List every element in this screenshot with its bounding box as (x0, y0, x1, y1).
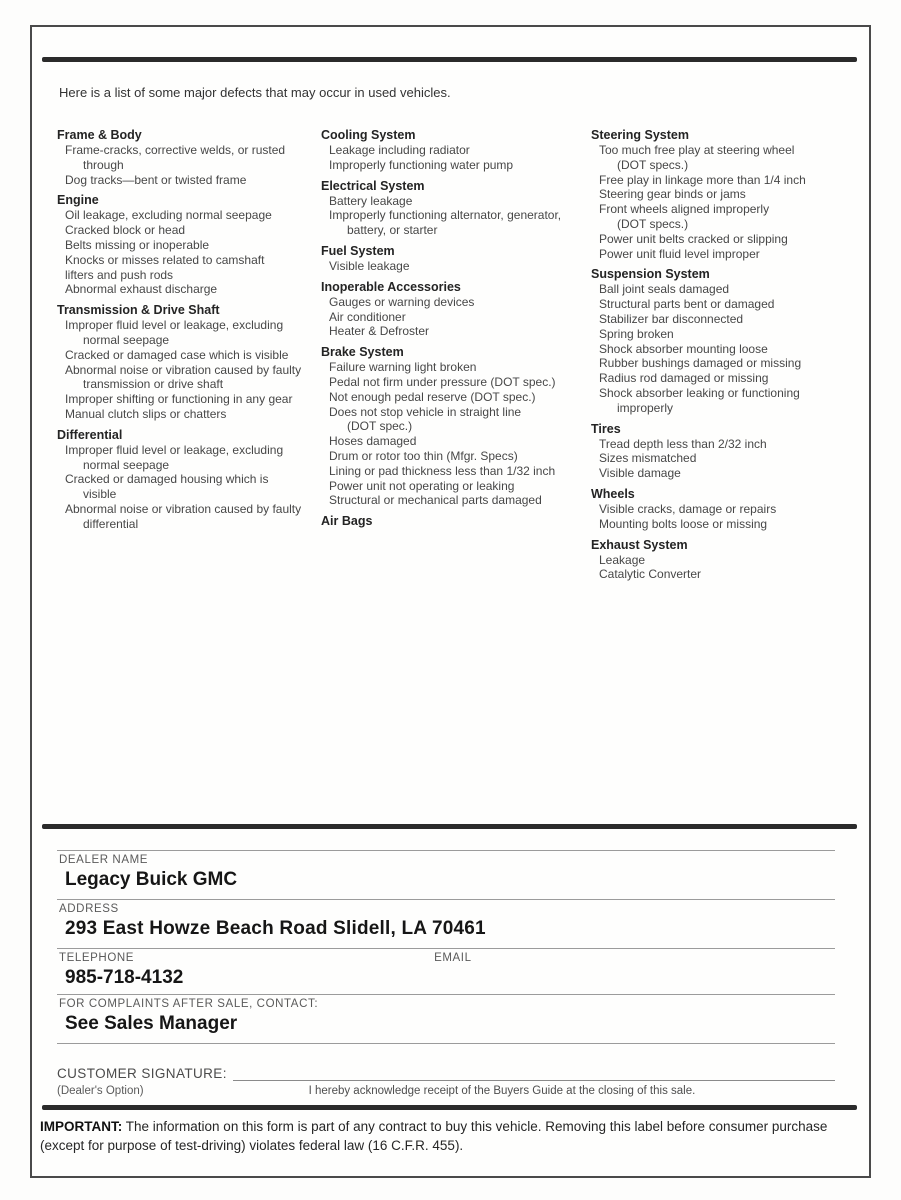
defect-line: differential (83, 516, 139, 531)
defect-line: Pedal not firm under pressure (DOT spec.) (329, 374, 556, 389)
defect-line: Leakage (599, 552, 646, 567)
defect-line: Steering gear binds or jams (599, 187, 746, 202)
defect-section (321, 244, 583, 274)
defect-line: Improper fluid level or leakage, excluding (65, 442, 284, 457)
mid-divider-rule (42, 824, 857, 829)
address-label: ADDRESS (59, 903, 119, 915)
defect-section-heading: Steering System (591, 128, 689, 142)
buyers-guide-back-page (30, 25, 871, 1178)
defect-line: Tread depth less than 2/32 inch (599, 436, 767, 451)
defect-line: Power unit fluid level improper (599, 246, 760, 261)
defect-line: Improper shifting or functioning in any gear (65, 392, 293, 407)
email-label: EMAIL (434, 952, 472, 964)
address-value: 293 East Howze Beach Road Slidell, LA 70461 (65, 918, 486, 939)
defect-line: transmission or drive shaft (83, 377, 224, 392)
defect-line: Leakage including radiator (329, 143, 470, 157)
top-divider-rule (42, 57, 857, 62)
dealer-name-value: Legacy Buick GMC (65, 869, 238, 890)
defect-line: Manual clutch slips or chatters (65, 406, 227, 421)
telephone-label: TELEPHONE (59, 952, 135, 964)
defects-column-1 (57, 128, 321, 582)
telephone-email-field (57, 948, 835, 991)
defect-section (591, 128, 859, 261)
defect-section-heading: Tires (591, 421, 621, 436)
defect-section-heading: Fuel System (321, 243, 395, 258)
defect-section (57, 303, 313, 422)
defect-line: Ball joint seals damaged (599, 282, 730, 297)
defect-section (591, 267, 859, 415)
defect-line: Abnormal noise or vibration caused by faulty (65, 362, 302, 377)
defect-line: Cracked or damaged housing which is (65, 472, 269, 487)
defect-line: Improper fluid level or leakage, excluding (65, 318, 284, 333)
defect-section (591, 422, 859, 481)
defect-line: Sizes mismatched (599, 451, 697, 466)
defect-section-heading: Brake System (321, 345, 404, 360)
defect-section (321, 345, 583, 508)
defects-column-2 (321, 128, 591, 582)
defect-line: normal seepage (83, 457, 170, 472)
defect-line: normal seepage (83, 332, 170, 347)
defect-line: Battery leakage (329, 193, 413, 208)
defect-section-heading: Wheels (591, 486, 635, 501)
dealer-name-field (57, 850, 835, 893)
defect-section-heading: Engine (57, 193, 99, 208)
defect-line: Belts missing or inoperable (65, 237, 210, 252)
defect-line: Improperly functioning water pump (329, 157, 514, 172)
defect-line: Air conditioner (329, 309, 406, 324)
intro-text: Here is a list of some major defects that may occur in used vehicles. (59, 85, 451, 100)
defect-line: Spring broken (599, 326, 674, 341)
defect-line: Visible damage (599, 466, 681, 481)
defect-line: Lining or pad thickness less than 1/32 inch (329, 463, 556, 478)
defect-line: Oil leakage, excluding normal seepage (65, 208, 272, 223)
defect-line: Gauges or warning devices (329, 294, 475, 309)
defect-section-heading: Transmission & Drive Shaft (57, 303, 220, 318)
defect-section (57, 193, 313, 297)
defect-line: Too much free play at steering wheel (599, 143, 795, 157)
defect-line: Heater & Defroster (329, 324, 430, 339)
defect-line: Visible cracks, damage or repairs (599, 501, 777, 516)
defect-line: Power unit belts cracked or slipping (599, 231, 788, 246)
defect-section-heading: Suspension System (591, 267, 710, 282)
defect-line: Does not stop vehicle in straight line (329, 404, 522, 419)
defect-section (57, 128, 313, 187)
customer-signature-label: CUSTOMER SIGNATURE: (57, 1066, 227, 1081)
defect-line: (DOT specs.) (617, 157, 689, 172)
defect-section-heading: Exhaust System (591, 537, 688, 552)
defect-line: Cracked or damaged case which is visible (65, 347, 289, 362)
signature-block (57, 1066, 835, 1097)
defect-section (321, 179, 583, 238)
defect-section-heading: Cooling System (321, 128, 416, 142)
defect-line: Abnormal noise or vibration caused by faulty (65, 501, 302, 516)
defect-line: Improperly functioning alternator, generator, (329, 208, 562, 223)
defect-line: Hoses damaged (329, 434, 417, 449)
defect-line: Visible leakage (329, 258, 410, 273)
lower-divider-rule (42, 1105, 857, 1110)
dealer-info-section (57, 850, 835, 1097)
defect-line: improperly (617, 400, 674, 415)
defect-section-heading: Air Bags (321, 514, 373, 529)
defect-line: Abnormal exhaust discharge (65, 282, 218, 297)
defect-line: Catalytic Converter (599, 567, 702, 582)
defect-section-heading: Inoperable Accessories (321, 279, 461, 294)
defect-section-heading: Electrical System (321, 178, 425, 193)
defect-section-heading: Differential (57, 427, 123, 442)
important-notice (40, 1117, 853, 1155)
defect-section (321, 280, 583, 339)
complaints-value: See Sales Manager (65, 1013, 238, 1034)
dealer-name-label: DEALER NAME (59, 854, 149, 866)
defect-line: (DOT spec.) (347, 419, 413, 434)
defects-column-3 (591, 128, 859, 582)
defect-line: Rubber bushings damaged or missing (599, 356, 802, 371)
defects-columns (57, 128, 859, 582)
address-field (57, 899, 835, 942)
defect-line: Failure warning light broken (329, 360, 477, 375)
defect-line: Front wheels aligned improperly (599, 202, 770, 217)
defect-line: Radius rod damaged or missing (599, 371, 769, 386)
defect-section-heading: Frame & Body (57, 128, 142, 142)
defect-line: Shock absorber leaking or functioning (599, 385, 800, 400)
field-bottom-line (57, 1043, 835, 1044)
defect-line: Knocks or misses related to camshaft (65, 252, 265, 267)
defect-section (57, 428, 313, 532)
defect-section (321, 514, 583, 529)
defect-section (591, 487, 859, 532)
defect-line: Structural parts bent or damaged (599, 297, 775, 312)
defect-line: battery, or starter (347, 223, 438, 238)
defect-line: Frame-cracks, corrective welds, or rusted (65, 143, 286, 157)
defect-line: Stabilizer bar disconnected (599, 311, 744, 326)
defect-line: Not enough pedal reserve (DOT spec.) (329, 389, 536, 404)
signature-line (233, 1066, 835, 1081)
defect-line: Structural or mechanical parts damaged (329, 493, 542, 508)
complaints-label: FOR COMPLAINTS AFTER SALE, CONTACT: (59, 998, 319, 1010)
defect-section (591, 538, 859, 583)
acknowledgment-text: I hereby acknowledge receipt of the Buyers Guide at the closing of this sale. (308, 1085, 696, 1097)
important-label: IMPORTANT: (40, 1119, 123, 1134)
defect-line: visible (83, 487, 117, 502)
complaints-contact-field (57, 994, 835, 1037)
defect-line: Dog tracks—bent or twisted frame (65, 172, 247, 187)
defect-line: Cracked block or head (65, 223, 186, 238)
defect-line: Power unit not operating or leaking (329, 478, 515, 493)
defect-line: through (83, 157, 124, 172)
defect-section (321, 128, 583, 173)
defect-line: Mounting bolts loose or missing (599, 516, 768, 531)
dealers-option-label: (Dealer's Option) (57, 1085, 144, 1097)
defect-line: Shock absorber mounting loose (599, 341, 768, 356)
defect-line: Free play in linkage more than 1/4 inch (599, 172, 806, 187)
telephone-value: 985-718-4132 (65, 967, 184, 988)
important-text: The information on this form is part of any contract to buy this vehicle. Removing this label before consumer purchase (except for purpose of test-driving) violates federal law (16 C.F.R. 455). (40, 1119, 828, 1153)
defect-line: Drum or rotor too thin (Mfgr. Specs) (329, 448, 518, 463)
defect-line: (DOT specs.) (617, 216, 689, 231)
defect-line: lifters and push rods (65, 267, 174, 282)
